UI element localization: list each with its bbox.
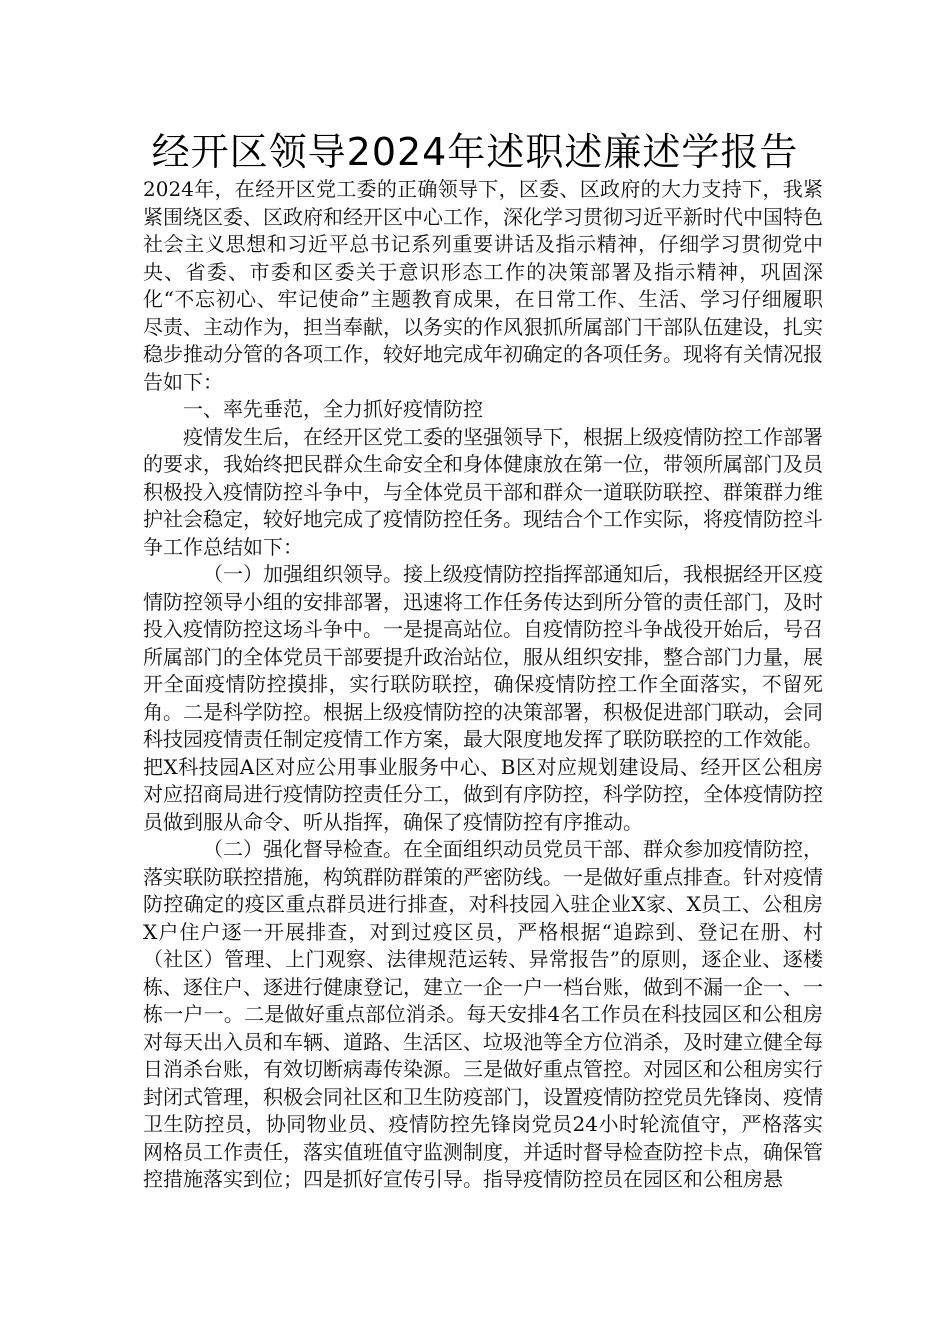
document-body — [143, 176, 823, 1194]
section-heading-1: 一、率先垂范，全力抓好疫情防控 — [183, 397, 483, 421]
subsection-2-paragraph: （二）强化督导检查。在全面组织动员党员干部、群众参加疫情防控，落实联防联控措施，构筑群防群策的严密防线。一是做好重点排查。针对疫情防控确定的疫区重点群员进行排查，对科技园入驻企业X家、X员工、公租房X户住户逐一开展排查，对到过疫区员，严格根据“追踪到、登记在册、村（社区）管理、上门观察、法律规范运转、异常报告”的原则，逐企业、逐楼栋、逐住户、逐进行健康登记，建立一企一户一档台账，做到不漏一企一、一栋一户一。二是做好重点部位消杀。每天安排4名工作员在科技园区和公租房对每天出入员和车辆、道路、生活区、垃圾池等全方位消杀，及时建立健全每日消杀台账，有效切断病毒传染源。三是做好重点管控。对园区和公租房实行封闭式管理，积极会同社区和卫生防疫部门，设置疫情防控党员先锋岗、疫情卫生防控员，协同物业员、疫情防控先锋岗党员24小时轮流值守，严格落实网格员工作责任，落实值班值守监测制度，并适时督导检查防控卡点，确保管控措施落实到位；四是抓好宣传引导。指导疫情防控员在园区和公租房悬 — [143, 837, 823, 1191]
subsection-1-paragraph: （一）加强组织领导。接上级疫情防控指挥部通知后，我根据经开区疫情防控领导小组的安排部署，迅速将工作任务传达到所分管的责任部门，及时投入疫情防控这场斗争中。一是提高站位。自疫情防控斗争战役开始后，号召所属部门的全体党员干部要提升政治站位，服从组织安排，整合部门力量，展开全面疫情防控摸排，实行联防联控，确保疫情防控工作全面落实，不留死角。二是科学防控。根据上级疫情防控的决策部署，积极促进部门联动，会同科技园疫情责任制定疫情工作方案，最大限度地发挥了联防联控的工作效能。把X科技园A区对应公用事业服务中心、B区对应规划建设局、经开区公租房对应招商局进行疫情防控责任分工，做到有序防控，科学防控，全体疫情防控员做到服从命令、听从指挥，确保了疫情防控有序推动。 — [143, 562, 823, 834]
section-1-paragraph: 疫情发生后，在经开区党工委的坚强领导下，根据上级疫情防控工作部署的要求，我始终把民群众生命安全和身体健康放在第一位，带领所属部门及员积极投入疫情防控斗争中，与全体党员干部和群众一道联防联控、群策群力维护社会稳定，较好地完成了疫情防控任务。现结合个工作实际，将疫情防控斗争工作总结如下： — [143, 424, 823, 559]
document-title: 经开区领导2024年述职述廉述学报告 — [151, 130, 799, 174]
intro-paragraph: 2024年，在经开区党工委的正确领导下，区委、区政府的大力支持下，我紧紧围绕区委、区政府和经开区中心工作，深化学习贯彻习近平新时代中国特色社会主义思想和习近平总书记系列重要讲话及指示精神，仔细学习贯彻党中央、省委、市委和区委关于意识形态工作的决策部署及指示精神，巩固深化“不忘初心、牢记使命”主题教育成果，在日常工作、生活、学习仔细履职尽责、主动作为，担当奉献，以务实的作风狠抓所属部门干部队伍建设，扎实稳步推动分管的各项工作，较好地完成年初确定的各项任务。现将有关情况报告如下： — [143, 177, 823, 394]
